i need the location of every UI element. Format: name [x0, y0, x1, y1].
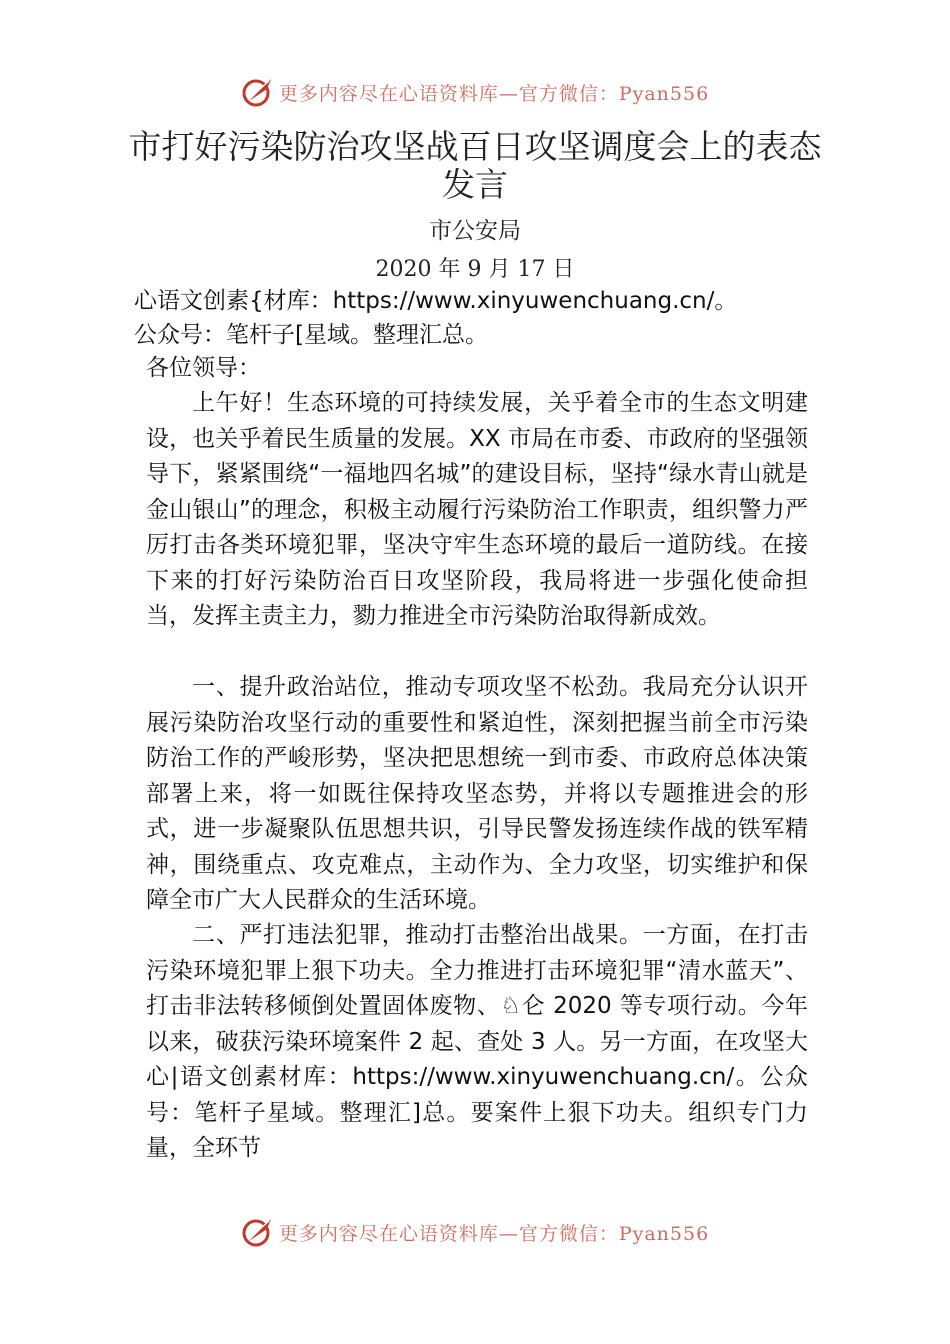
banner-text: 更多内容尽在心语资料库—官方微信：Pyan556 — [278, 82, 710, 105]
paragraph-2-body: 我局充分认识开展污染防治攻坚行动的重要性和紧迫性，深刻把握当前全市污染防治工作的严峻形势，坚决把思想统一到市委、市政府总体决策部署上来，将一如既往保持攻坚态势，并将以专题推进会的形式，进一步凝聚队伍思想共识，引导民警发扬连续作战的铁军精神，围绕重点、攻克难点，主动作为、全力攻坚，切实维护和保障全市广大人民群众的生活环境。 — [146, 674, 809, 913]
paragraph-2-heading: 一、提升政治站位，推动专项攻坚不松劲。 — [192, 674, 643, 700]
header-banner — [0, 72, 950, 112]
document-date: 2020 年 9 月 17 日 — [375, 257, 575, 282]
source-line-2: 公众号：笔杆子[星域。整理汇总。 — [134, 322, 488, 348]
paragraph-1: 上午好！生态环境的可持续发展，关乎着全市的生态文明建设，也关乎着民生质量的发展。XX 市局在市委、市政府的坚强领导下，紧紧围绕“一福地四名城”的建设目标，坚持“绿水青山就是金山银山”的理念，积极主动履行污染防治工作职责，组织警力严厉打击各类环境犯罪，坚决守牢生态环境的最后一道防线。在接下来的打好污染防治百日攻坚阶段，我局将进一步强化使命担当，发挥主责主力，勠力推进全市污染防治取得新成效。 — [146, 390, 808, 629]
document-title: 市打好污染防治攻坚战百日攻坚调度会上的表态发言 — [128, 127, 822, 204]
footer-banner — [0, 1212, 950, 1252]
banner-text: 更多内容尽在心语资料库—官方微信：Pyan556 — [278, 1222, 710, 1245]
paragraph-2 — [146, 670, 808, 919]
paragraph-3 — [146, 918, 808, 1167]
document-org: 市公安局 — [429, 218, 521, 244]
source-line-1: 心语文创素{材库：https://www.xinyuwenchuang.cn/。 — [134, 288, 738, 314]
salutation: 各位领导： — [146, 355, 261, 381]
quill-logo-icon — [241, 75, 275, 109]
quill-logo-icon — [241, 1215, 275, 1249]
paragraph-3-body: 一方面，在打击污染环境犯罪上狠下功夫。全力推进打击环境犯罪“清水蓝天”、打击非法转移倾倒处置固体废物、♘仑 2020 等专项行动。今年以来，破获污染环境案件 2 起、查处 3 人。另一方面，在攻坚大心|语文创素材库：https://www.xinyuwenchuang.cn/。公众号：笔杆子星域。整理汇]总。要案件上狠下功夫。组织专门力量，全环节 — [146, 922, 809, 1161]
paragraph-3-heading: 二、严打违法犯罪，推动打击整治出战果。 — [192, 922, 643, 948]
